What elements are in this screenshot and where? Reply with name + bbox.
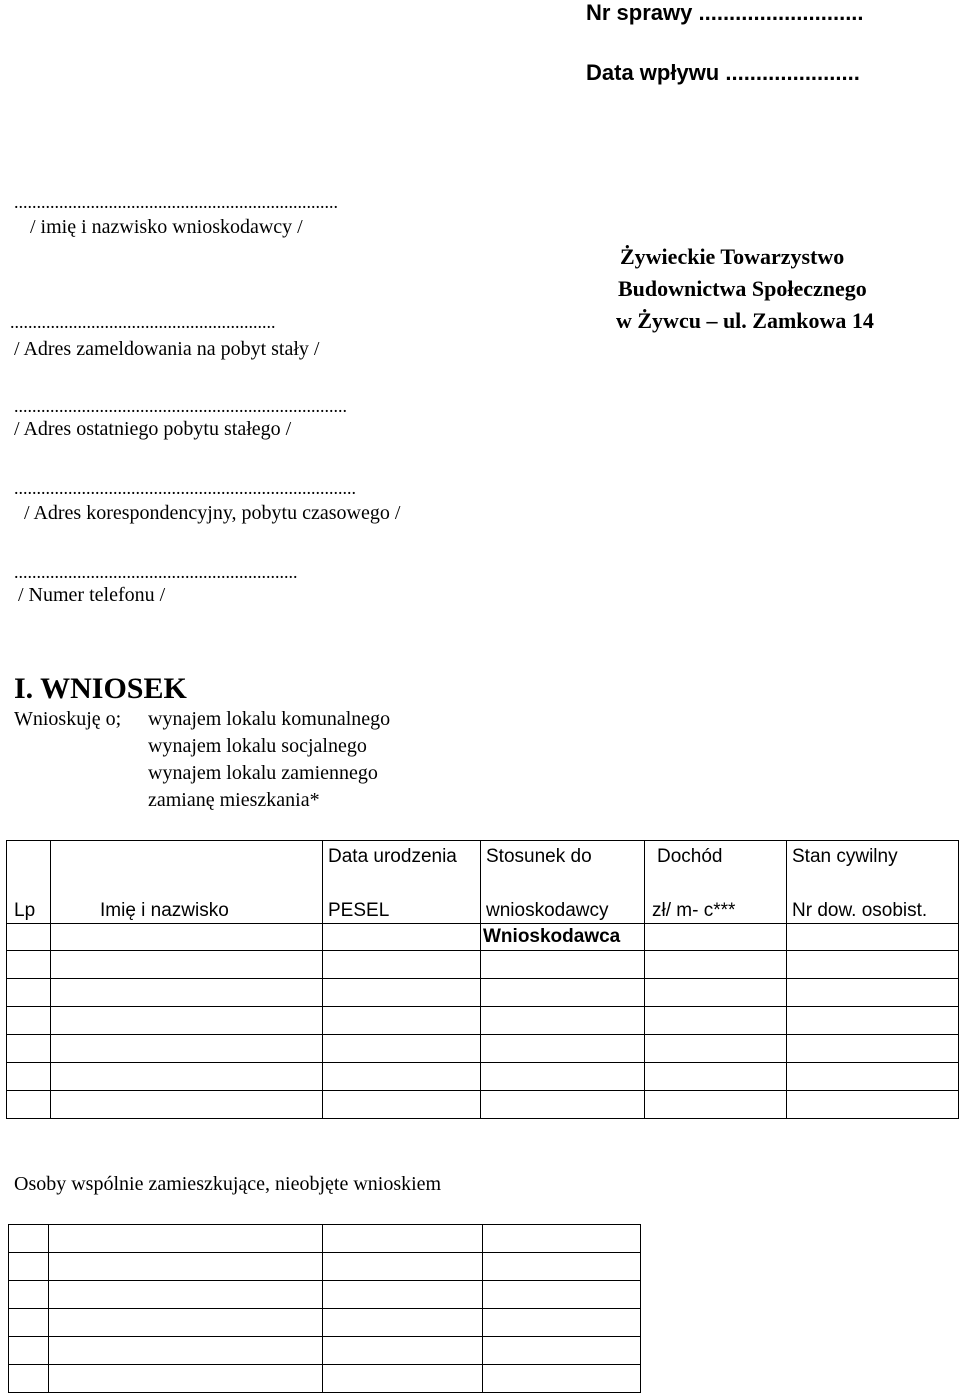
table-cell[interactable] (9, 1309, 49, 1337)
table-cell[interactable] (49, 1253, 323, 1281)
phone-caption: / Numer telefonu / (18, 584, 166, 606)
header-name (51, 841, 323, 924)
table-cell[interactable] (49, 1281, 323, 1309)
table-cell[interactable] (645, 924, 787, 951)
received-date-field: Data wpływu ...................... (586, 60, 860, 85)
table-cell[interactable] (323, 979, 481, 1007)
others-table (8, 1224, 641, 1393)
table-cell[interactable] (7, 1007, 51, 1035)
table-cell[interactable] (9, 1365, 49, 1393)
header-relation (481, 841, 645, 924)
table-cell[interactable] (49, 1365, 323, 1393)
table-row (9, 1365, 641, 1393)
table-cell[interactable] (787, 1063, 959, 1091)
table-cell[interactable] (481, 1091, 645, 1119)
table-cell[interactable] (7, 1035, 51, 1063)
table-cell[interactable] (51, 1007, 323, 1035)
table-row (7, 1063, 959, 1091)
table-row (7, 924, 959, 951)
table-cell[interactable] (483, 1225, 641, 1253)
request-option-2: wynajem lokalu socjalnego (148, 735, 367, 757)
table-cell[interactable] (7, 1091, 51, 1119)
header-income-line2: zł/ m- c*** (652, 900, 736, 921)
last-address-caption: / Adres ostatniego pobytu stałego / (14, 418, 292, 440)
table-cell[interactable] (7, 979, 51, 1007)
table-cell[interactable] (323, 1281, 483, 1309)
registered-address-dots: ........................................................... (10, 312, 276, 332)
table-cell[interactable] (483, 1365, 641, 1393)
table-cell[interactable] (7, 924, 51, 951)
table-cell[interactable] (481, 951, 645, 979)
table-cell[interactable] (483, 1281, 641, 1309)
table-row (9, 1253, 641, 1281)
table-row (7, 1091, 959, 1119)
table-cell[interactable] (481, 979, 645, 1007)
table-cell[interactable] (49, 1309, 323, 1337)
table-cell[interactable] (323, 1225, 483, 1253)
header-income-line1: Dochód (657, 846, 723, 867)
last-address-dots: .......................................................................... (14, 396, 347, 416)
table-cell[interactable] (481, 1007, 645, 1035)
request-option-1: wynajem lokalu komunalnego (148, 708, 391, 730)
header-relation-line2: wnioskodawcy (486, 900, 609, 921)
table-cell[interactable] (7, 951, 51, 979)
table-row (7, 979, 959, 1007)
table-row (7, 1035, 959, 1063)
applicant-name-dots: ........................................................................ (14, 192, 338, 212)
table-cell[interactable] (51, 924, 323, 951)
table-cell[interactable] (51, 1063, 323, 1091)
request-option-3: wynajem lokalu zamiennego (148, 762, 378, 784)
correspondence-address-caption: / Adres korespondencyjny, pobytu czasowego / (24, 502, 401, 524)
table-row (7, 1007, 959, 1035)
household-header-row (7, 841, 959, 924)
table-cell[interactable] (645, 1091, 787, 1119)
table-cell[interactable] (49, 1337, 323, 1365)
table-cell[interactable] (787, 1007, 959, 1035)
header-income (645, 841, 787, 924)
section-title: I. WNIOSEK (14, 672, 187, 705)
table-row (9, 1281, 641, 1309)
table-cell[interactable] (645, 1035, 787, 1063)
case-number-field: Nr sprawy ........................... (586, 0, 864, 25)
table-cell[interactable] (787, 979, 959, 1007)
table-cell[interactable] (9, 1281, 49, 1309)
applicant-relation-cell: Wnioskodawca (481, 924, 645, 951)
recipient-line-2: Budownictwa Społecznego (618, 276, 867, 301)
table-cell[interactable] (323, 1253, 483, 1281)
table-cell[interactable] (323, 1035, 481, 1063)
header-status (787, 841, 959, 924)
table-cell[interactable] (323, 1365, 483, 1393)
table-cell[interactable] (323, 1309, 483, 1337)
household-table (6, 840, 959, 1119)
table-row (9, 1337, 641, 1365)
table-cell[interactable] (645, 979, 787, 1007)
phone-dots: ............................................................... (14, 562, 298, 582)
header-name-label: Imię i nazwisko (100, 900, 229, 921)
table-cell[interactable] (323, 1337, 483, 1365)
table-cell[interactable] (49, 1225, 323, 1253)
header-dob-line2: PESEL (328, 900, 390, 921)
table-cell[interactable] (483, 1253, 641, 1281)
header-dob-line1: Data urodzenia (328, 846, 457, 867)
header-lp (7, 841, 51, 924)
header-relation-line1: Stosunek do (486, 846, 592, 867)
table-cell[interactable] (787, 951, 959, 979)
table-cell[interactable] (323, 1063, 481, 1091)
table-cell[interactable] (9, 1225, 49, 1253)
table-cell[interactable] (481, 1035, 645, 1063)
header-lp-label: Lp (14, 900, 36, 921)
table-cell[interactable] (9, 1337, 49, 1365)
table-cell[interactable] (483, 1309, 641, 1337)
table-cell[interactable] (51, 1035, 323, 1063)
table-row (9, 1309, 641, 1337)
table-cell[interactable] (51, 951, 323, 979)
table-cell[interactable] (323, 951, 481, 979)
table-row (9, 1225, 641, 1253)
header-dob (323, 841, 481, 924)
recipient-line-3: w Żywcu – ul. Zamkowa 14 (616, 308, 874, 333)
table-cell[interactable] (787, 1035, 959, 1063)
request-option-4: zamianę mieszkania* (148, 789, 320, 811)
registered-address-caption: / Adres zameldowania na pobyt stały / (14, 338, 320, 360)
table-cell[interactable] (51, 1091, 323, 1119)
table-cell[interactable] (51, 979, 323, 1007)
request-lead: Wnioskuję o; (14, 708, 122, 730)
table-cell[interactable] (787, 924, 959, 951)
table-cell[interactable] (481, 1063, 645, 1091)
others-title: Osoby wspólnie zamieszkujące, nieobjęte wnioskiem (14, 1173, 442, 1195)
table-cell[interactable] (9, 1253, 49, 1281)
table-cell[interactable] (787, 1091, 959, 1119)
recipient-line-1: Żywieckie Towarzystwo (620, 244, 845, 269)
applicant-name-caption: / imię i nazwisko wnioskodawcy / (30, 216, 303, 238)
table-row (7, 951, 959, 979)
table-cell[interactable] (323, 1007, 481, 1035)
header-status-line1: Stan cywilny (792, 846, 898, 867)
header-status-line2: Nr dow. osobist. (792, 900, 928, 921)
table-cell[interactable] (323, 924, 481, 951)
table-cell[interactable] (323, 1091, 481, 1119)
table-cell[interactable] (7, 1063, 51, 1091)
table-cell[interactable] (483, 1337, 641, 1365)
table-cell[interactable] (645, 1063, 787, 1091)
table-cell[interactable] (645, 1007, 787, 1035)
correspondence-address-dots: ............................................................................ (14, 478, 356, 498)
table-cell[interactable] (645, 951, 787, 979)
